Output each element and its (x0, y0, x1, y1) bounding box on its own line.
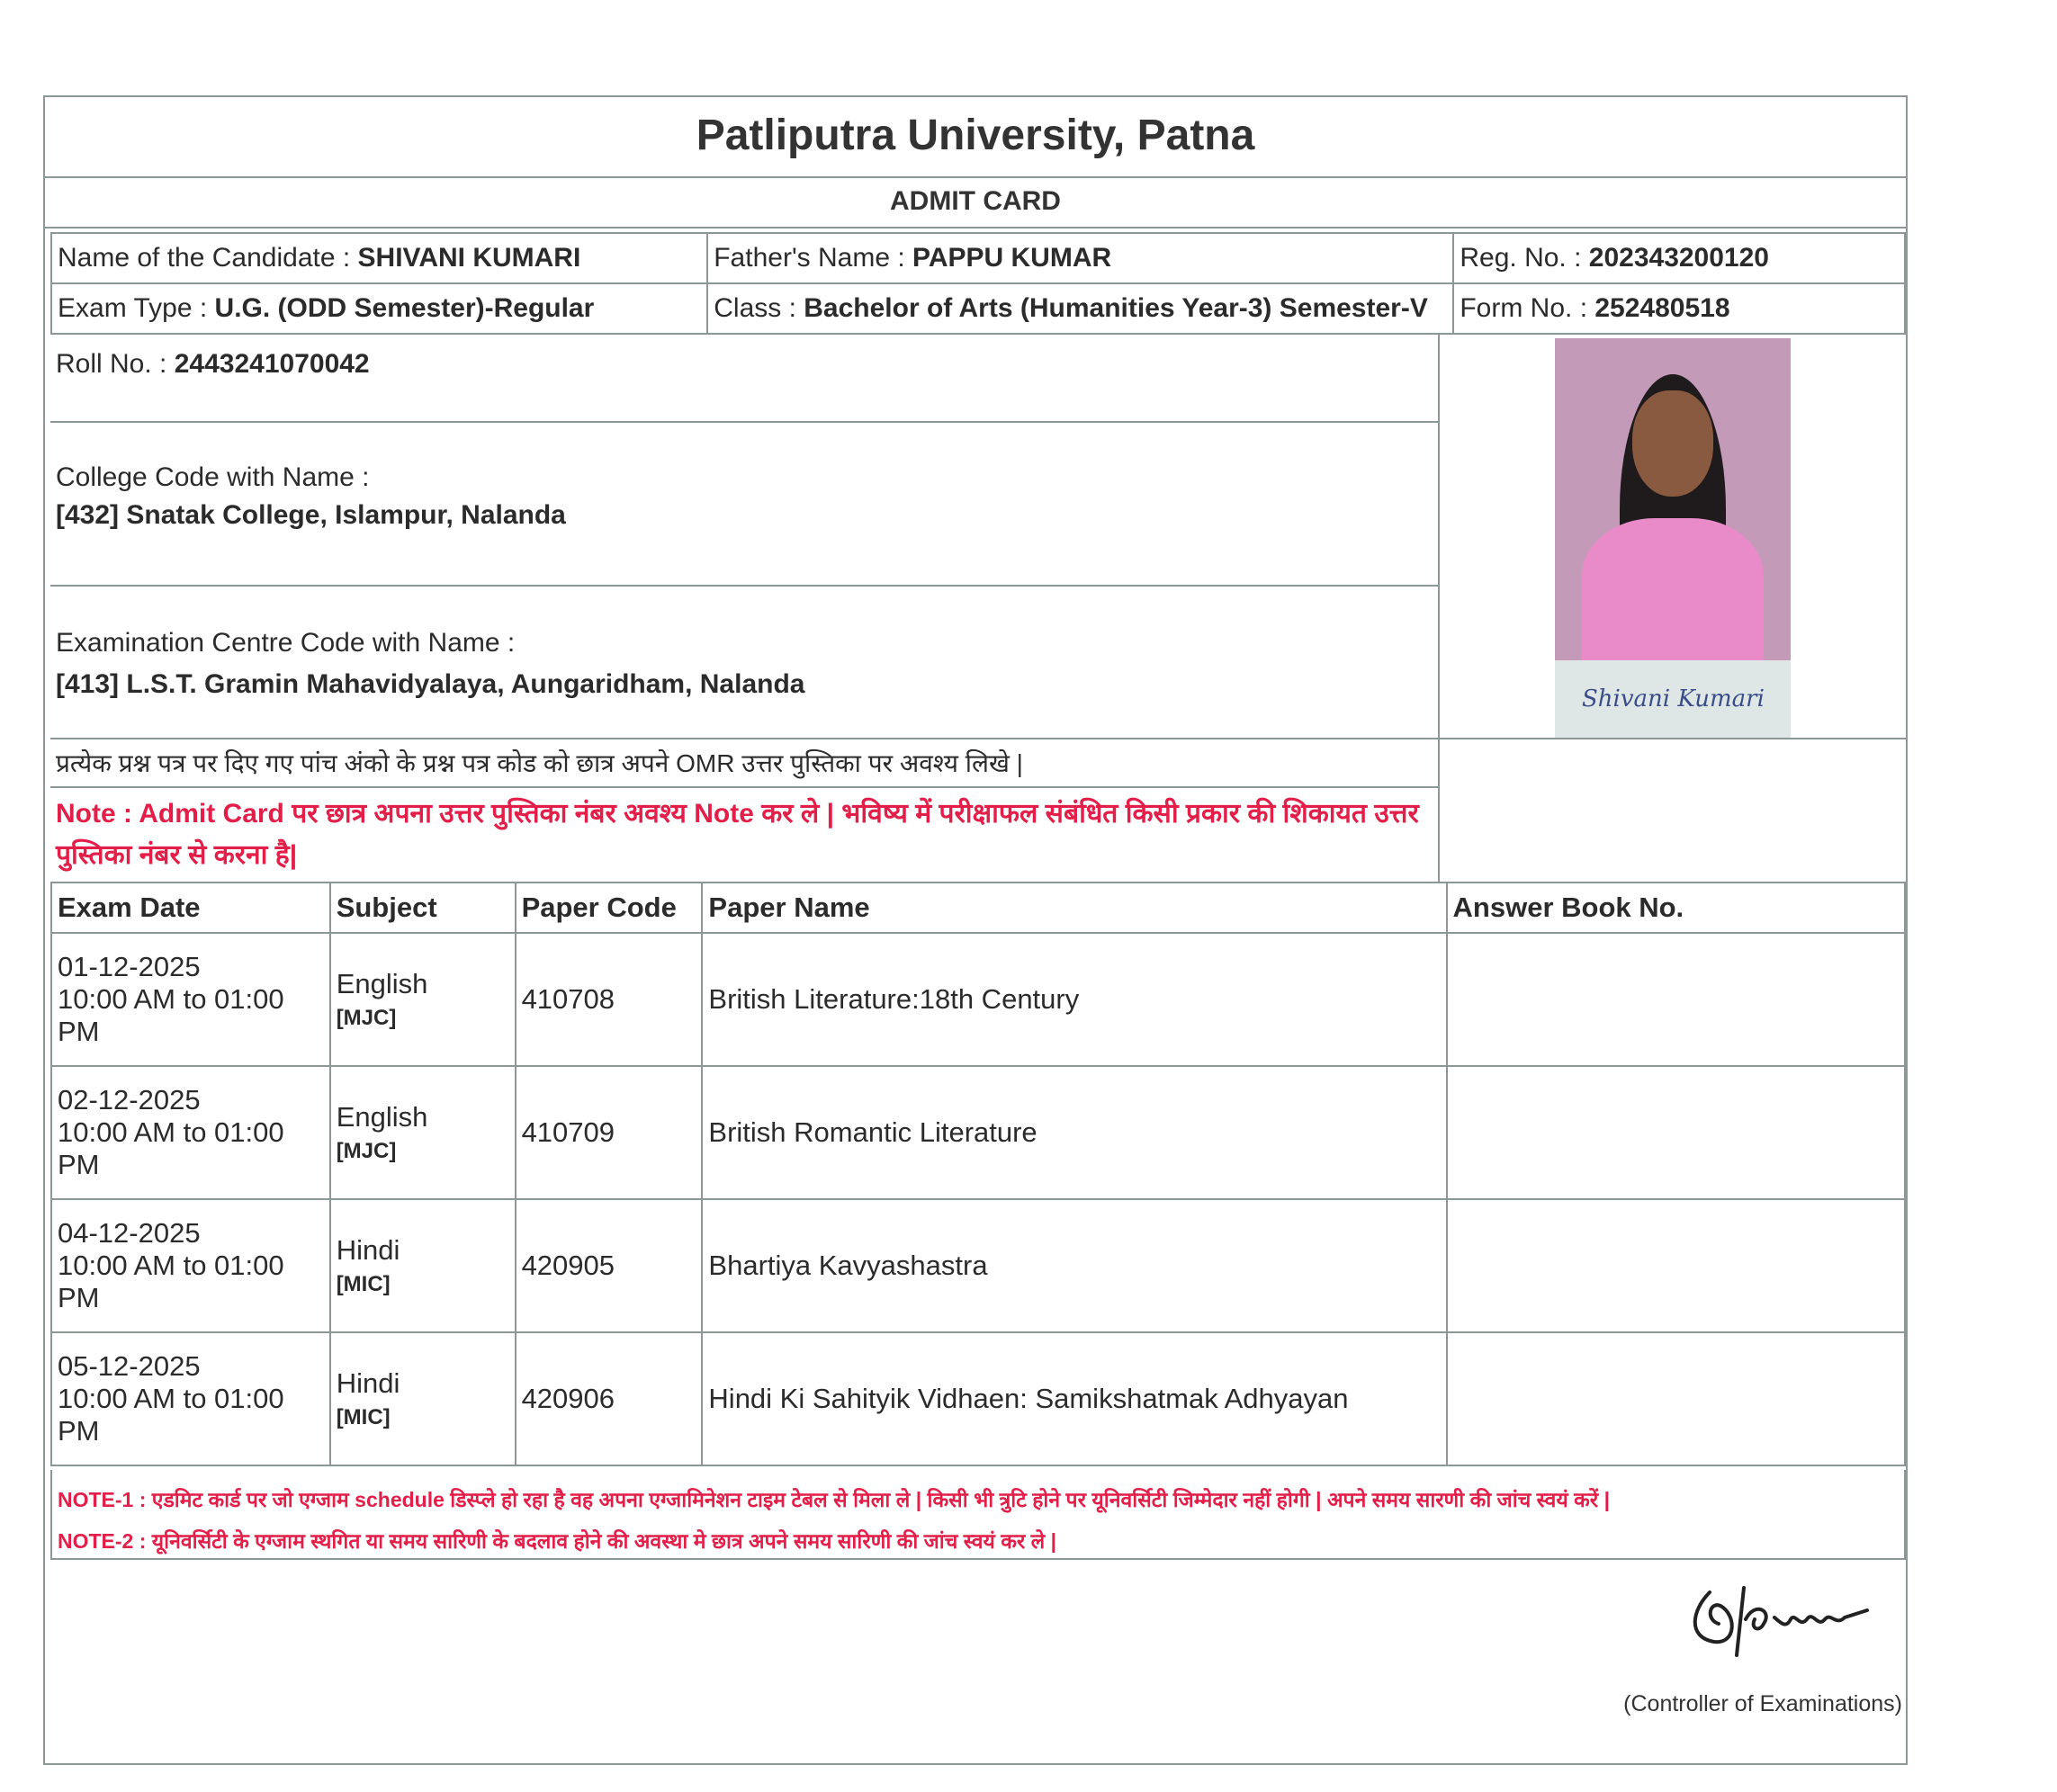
subject-tag: [MIC] (336, 1272, 391, 1296)
candidate-photo (1555, 338, 1791, 739)
controller-signature (1674, 1574, 1881, 1664)
roll-no: 2443241070042 (174, 349, 370, 379)
subject-tag: [MIC] (336, 1405, 391, 1429)
paper-code: 410709 (516, 1066, 703, 1199)
subject: Hindi (336, 1234, 400, 1266)
form-no-cell (1453, 283, 1905, 334)
header-subject: Subject (330, 883, 516, 933)
paper-code: 410708 (516, 933, 703, 1066)
roll-no-row (50, 333, 1438, 423)
college-name: [432] Snatak College, Islampur, Nalanda (56, 500, 566, 530)
candidate-name: SHIVANI KUMARI (357, 243, 581, 273)
candidate-photo-cell (1438, 333, 1908, 738)
omr-instruction: प्रत्येक प्रश्न पत्र पर दिए गए पांच अंको के प्रश्न पत्र कोड को छात्र अपने OMR उत्तर पुस्तिका पर अवश्य लिखे | (50, 738, 1438, 788)
reg-no-cell (1453, 233, 1905, 283)
centre-name: [413] L.S.T. Gramin Mahavidyalaya, Aungaridham, Nalanda (56, 669, 805, 699)
paper-code: 420905 (516, 1199, 703, 1332)
candidate-info-table (50, 232, 1906, 335)
subject: English (336, 1101, 428, 1133)
header-exam-date: Exam Date (51, 883, 330, 933)
subject-cell (330, 933, 516, 1066)
exam-date-cell (51, 1199, 330, 1332)
header-answer-book: Answer Book No. (1447, 883, 1905, 933)
subject-cell (330, 1199, 516, 1332)
subject-cell (330, 1066, 516, 1199)
admit-card (43, 95, 1908, 1765)
exam-type-cell (51, 283, 707, 334)
university-title: Patliputra University, Patna (45, 97, 1906, 178)
exam-time: 10:00 AM to 01:00 PM (58, 1250, 284, 1313)
centre-label: Examination Centre Code with Name : (56, 628, 516, 658)
answer-book-no (1447, 1332, 1905, 1465)
answer-book-note: Note : Admit Card पर छात्र अपना उत्तर पुस्तिका नंबर अवश्य Note कर ले | भविष्य में परीक्षाफल संबंधित किसी प्रकार की शिकायत उत्तर पुस्तिका नंबर से करना है| (56, 799, 1419, 870)
exam-time: 10:00 AM to 01:00 PM (58, 983, 284, 1047)
exam-date: 02-12-2025 (58, 1084, 201, 1116)
paper-name: Bhartiya Kavyashastra (702, 1199, 1446, 1332)
candidate-signature: Shivani Kumari (1555, 660, 1791, 739)
form-no: 252480518 (1594, 293, 1730, 323)
college-label: College Code with Name : (56, 462, 370, 492)
footer-note-1: NOTE-1 : एडमिट कार्ड पर जो एग्जाम schedule डिस्प्ले हो रहा है वह अपना एग्जामिनेशन टाइम टेबल से मिला ले | किसी भी त्रुटि होने पर यूनिवर्सिटी जिम्मेदार नहीं होगी | अपने समय सारणी की जांच स्वयं करें | (58, 1488, 1611, 1511)
exam-date-cell (51, 1332, 330, 1465)
paper-code: 420906 (516, 1332, 703, 1465)
exam-time: 10:00 AM to 01:00 PM (58, 1116, 284, 1180)
exam-time: 10:00 AM to 01:00 PM (58, 1383, 284, 1447)
exam-type: U.G. (ODD Semester)-Regular (214, 293, 595, 323)
exam-date: 01-12-2025 (58, 951, 201, 982)
table-row (51, 1199, 1905, 1332)
notes-right-blank (1438, 738, 1906, 882)
college-row (50, 423, 1438, 587)
form-no-label: Form No. : (1460, 293, 1595, 323)
paper-name: Hindi Ki Sahityik Vidhaen: Samikshatmak Adhyayan (702, 1332, 1446, 1465)
father-name-cell (707, 233, 1453, 283)
exam-schedule-table (50, 882, 1906, 1466)
header-paper-code: Paper Code (516, 883, 703, 933)
candidate-details (50, 333, 1438, 738)
centre-row (50, 587, 1438, 738)
footer-notes (50, 1470, 1906, 1560)
document-title: ADMIT CARD (45, 176, 1906, 228)
answer-book-no (1447, 1066, 1905, 1199)
table-row (51, 1066, 1905, 1199)
reg-no: 202343200120 (1588, 243, 1769, 273)
father-name: PAPPU KUMAR (912, 243, 1112, 273)
paper-name: British Literature:18th Century (702, 933, 1446, 1066)
table-row (51, 1332, 1905, 1465)
class-cell (707, 283, 1453, 334)
subject-tag: [MJC] (336, 1139, 397, 1163)
class-value: Bachelor of Arts (Humanities Year-3) Semester-V (804, 293, 1428, 323)
exam-date: 04-12-2025 (58, 1217, 201, 1249)
footer-note-2: NOTE-2 : यूनिवर्सिटी के एग्जाम स्थगित या समय सारिणी के बदलाव होने की अवस्था मे छात्र अपने समय सारिणी की जांच स्वयं कर ले | (58, 1529, 1057, 1553)
subject: Hindi (336, 1367, 400, 1399)
paper-name: British Romantic Literature (702, 1066, 1446, 1199)
exam-type-label: Exam Type : (58, 293, 215, 323)
answer-book-no (1447, 1199, 1905, 1332)
exam-date: 05-12-2025 (58, 1350, 201, 1382)
candidate-name-label: Name of the Candidate : (58, 243, 358, 273)
subject: English (336, 968, 428, 999)
exam-date-cell (51, 1066, 330, 1199)
candidate-name-cell (51, 233, 707, 283)
controller-designation: (Controller of Examinations) (1623, 1691, 1902, 1716)
header-paper-name: Paper Name (702, 883, 1446, 933)
class-label: Class : (714, 293, 804, 323)
father-name-label: Father's Name : (714, 243, 913, 273)
subject-tag: [MJC] (336, 1006, 397, 1030)
roll-no-label: Roll No. : (56, 349, 175, 379)
table-row (51, 933, 1905, 1066)
exam-date-cell (51, 933, 330, 1066)
reg-no-label: Reg. No. : (1460, 243, 1589, 273)
answer-book-no (1447, 933, 1905, 1066)
subject-cell (330, 1332, 516, 1465)
